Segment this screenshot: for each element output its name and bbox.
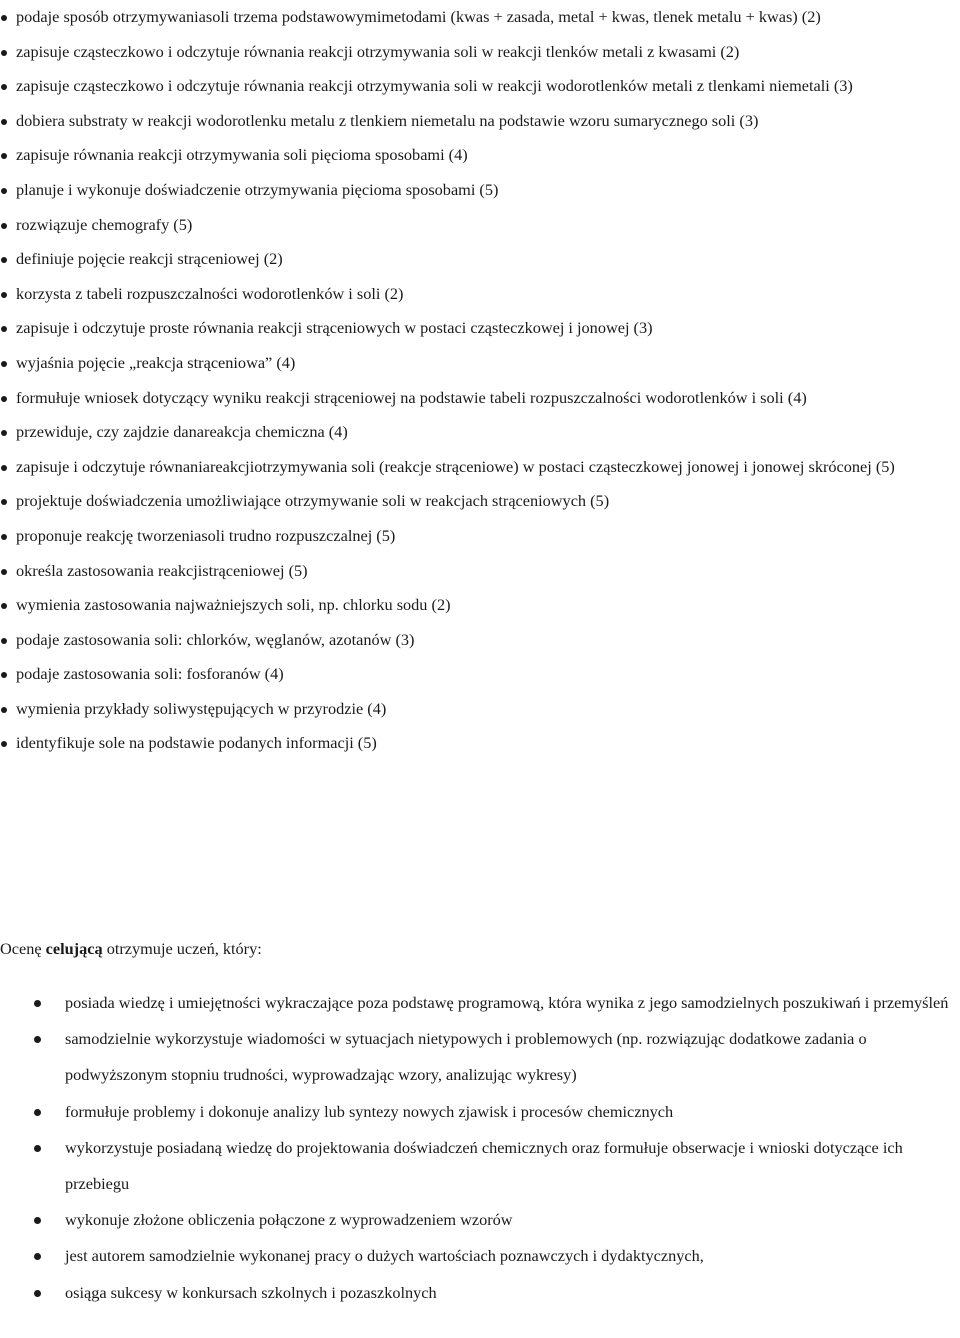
list-item: formułuje problemy i dokonuje analizy lub syntezy nowych zjawisk i procesów chemicznych	[0, 1094, 960, 1130]
list-item: określa zastosowania reakcjistrąceniowej (5)	[0, 554, 960, 589]
list-item: wymienia zastosowania najważniejszych soli, np. chlorku sodu (2)	[0, 588, 960, 623]
list-item: podaje sposób otrzymywaniasoli trzema podstawowymimetodami (kwas + zasada, metal + kwas, tlenek metalu + kwas) (2)	[0, 0, 960, 35]
list-item: podaje zastosowania soli: chlorków, węglanów, azotanów (3)	[0, 623, 960, 658]
list-item: przewiduje, czy zajdzie danareakcja chemiczna (4)	[0, 415, 960, 450]
list-item: samodzielnie wykorzystuje wiadomości w sytuacjach nietypowych i problemowych (np. rozwiązując dodatkowe zadania o podwyższonym stopniu trudności, wyprowadzając wzory, analizując wykresy)	[0, 1021, 960, 1093]
list-item: projektuje doświadczenia umożliwiające otrzymywanie soli w reakcjach strąceniowych (5)	[0, 484, 960, 519]
list-item: podaje zastosowania soli: fosforanów (4)	[0, 657, 960, 692]
list-item: osiąga sukcesy w konkursach szkolnych i pozaszkolnych	[0, 1275, 960, 1311]
list-item: zapisuje równania reakcji otrzymywania soli pięcioma sposobami (4)	[0, 138, 960, 173]
list-item: zapisuje cząsteczkowo i odczytuje równania reakcji otrzymywania soli w reakcji wodorotlenków metali z tlenkami niemetali (3)	[0, 69, 960, 104]
list-item: formułuje wniosek dotyczący wyniku reakcji strąceniowej na podstawie tabeli rozpuszczalności wodorotlenków i soli (4)	[0, 381, 960, 416]
list-item: zapisuje i odczytuje równaniareakcjiotrzymywania soli (reakcje strąceniowe) w postaci cząsteczkowej jonowej i jonowej skróconej (5)	[0, 450, 960, 485]
list-item: korzysta z tabeli rozpuszczalności wodorotlenków i soli (2)	[0, 277, 960, 312]
grade-heading	[0, 937, 262, 961]
list-item: planuje i wykonuje doświadczenie otrzymywania pięcioma sposobami (5)	[0, 173, 960, 208]
list-item: zapisuje i odczytuje proste równania reakcji strąceniowych w postaci cząsteczkowej i jonowej (3)	[0, 311, 960, 346]
heading-suffix: otrzymuje uczeń, który:	[102, 939, 262, 958]
list-item: definiuje pojęcie reakcji strąceniowej (2)	[0, 242, 960, 277]
list-item: wykonuje złożone obliczenia połączone z wyprowadzeniem wzorów	[0, 1202, 960, 1238]
list-item: dobiera substraty w reakcji wodorotlenku metalu z tlenkiem niemetalu na podstawie wzoru sumarycznego soli (3)	[0, 104, 960, 139]
list-item: posiada wiedzę i umiejętności wykraczające poza podstawę programową, która wynika z jego samodzielnych poszukiwań i przemyśleń	[0, 985, 960, 1021]
heading-grade: celującą	[45, 939, 103, 958]
list-item: jest autorem samodzielnie wykonanej pracy o dużych wartościach poznawczych i dydaktycznych,	[0, 1238, 960, 1274]
list-item: proponuje reakcję tworzeniasoli trudno rozpuszczalnej (5)	[0, 519, 960, 554]
list-item: wymienia przykłady soliwystępujących w przyrodzie (4)	[0, 692, 960, 727]
list-item: rozwiązuje chemografy (5)	[0, 208, 960, 243]
list-item: identyfikuje sole na podstawie podanych informacji (5)	[0, 726, 960, 761]
list-item: wyjaśnia pojęcie „reakcja strąceniowa” (4)	[0, 346, 960, 381]
excellent-grade-list	[0, 985, 960, 1311]
list-item: zapisuje cząsteczkowo i odczytuje równania reakcji otrzymywania soli w reakcji tlenków metali z kwasami (2)	[0, 35, 960, 70]
heading-prefix: Ocenę	[0, 939, 46, 958]
list-item: wykorzystuje posiadaną wiedzę do projektowania doświadczeń chemicznych oraz formułuje obserwacje i wnioski dotyczące ich przebiegu	[0, 1130, 960, 1202]
